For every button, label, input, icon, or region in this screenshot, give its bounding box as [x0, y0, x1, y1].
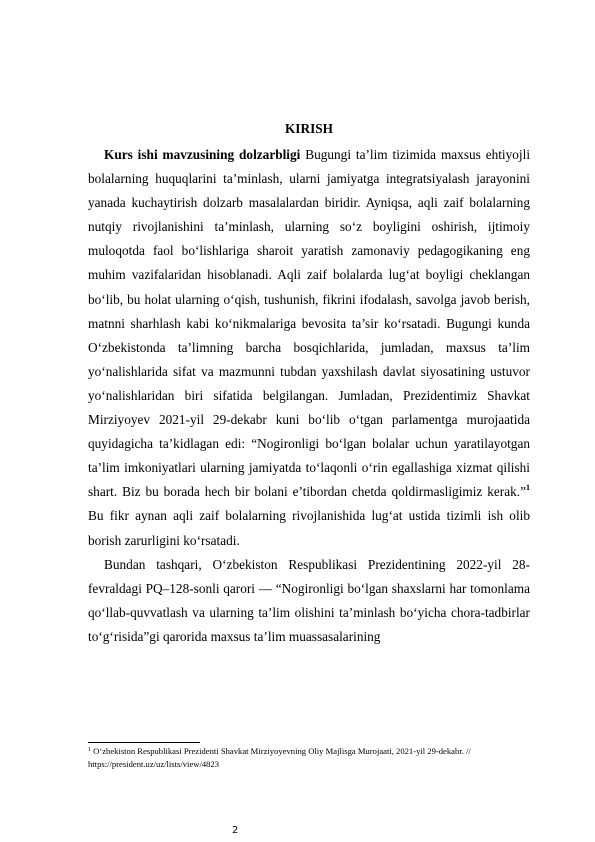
footnote-mark: 1	[88, 747, 91, 753]
section-heading: KIRISH	[284, 121, 334, 136]
paragraph-text: Bugungi ta’lim tizimida maxsus ehtiyojli bolalarning huquqlarini ta’minlash, ularni jamiyatga integratsiyalash jarayonini yanada kuchaytirish dolzarb masalalardan biridir. Ayniqsa, aqli zaif bolalarning nutqiy rivojlanishini ta’minlash, ularning so‘z boyligini oshirish, ijtimoiy muloqotda faol bo‘lishlariga sharoit yaratish zamonaviy pedagogikaning eng muhim vazifalaridan hisoblanadi. Aqli zaif bolalarda lug‘at boyligi cheklangan bo‘lib, bu holat ularning o‘qish, tushunish, fikrini ifodalash, savolga javob berish, matnni sharhlash kabi ko‘nikmalariga bevosita ta’sir ko‘rsatadi. Bugungi kunda O‘zbekistonda ta’limning barcha bosqichlarida, jumladan, maxsus ta’lim yo‘nalishlarida sifat va mazmunni tubdan yaxshilash davlat siyosatining ustuvor yo‘nalishlaridan biri sifatida belgilangan. Jumladan, Prezidentimiz Shavkat Mirziyoyev 2021-yil 29-dekabr kuni bo‘lib o‘tgan parlamentga murojaatida quyidagicha ta’kidlagan edi: “Nogironligi bo‘lgan bolalar uchun yaratilayotgan ta’lim imkoniyatlari ularning jamiyatda to‘laqonli o‘rin egallashiga xizmat qilishi shart. Biz bu borada hech bir bolani e’tibordan chetda qoldirmasligimiz kerak.”	[88, 147, 531, 500]
page-number: 2	[232, 825, 239, 836]
paragraph-decree: Bundan tashqari, O‘zbekiston Respublikasi Prezidentining 2022-yil 28-fevraldagi PQ–128-sonli qarori — “Nogironligi bo‘lgan shaxslarni har tomonlama qo‘llab-quvvatlash va ularning ta’lim olishini ta’minlash bo‘yicha chora-tadbirlar to‘g‘risida”gi qarorida maxsus ta’lim muassasalarining	[88, 556, 530, 644]
footnote-reference[interactable]: 1	[526, 483, 530, 493]
paragraph-tail: Bu fikr aynan aqli zaif bolalarning rivojlanishida lug‘at ustida tizimli ish olib borish zarurligini ko‘rsatadi.	[88, 508, 530, 548]
paragraph-relevance	[88, 143, 530, 553]
footnote-text: O‘zbekiston Respublikasi Prezidenti Shavkat Mirziyoyevning Oliy Majlisga Murojaati, 2021-yil 29-dekabr. // https://president.uz/uz/lists/view/4823	[88, 746, 471, 769]
footnote-divider	[88, 742, 200, 743]
footnote	[88, 745, 538, 770]
body-text	[88, 143, 530, 649]
paragraph-lead: Kurs ishi mavzusining dolzarbligi	[104, 147, 301, 162]
